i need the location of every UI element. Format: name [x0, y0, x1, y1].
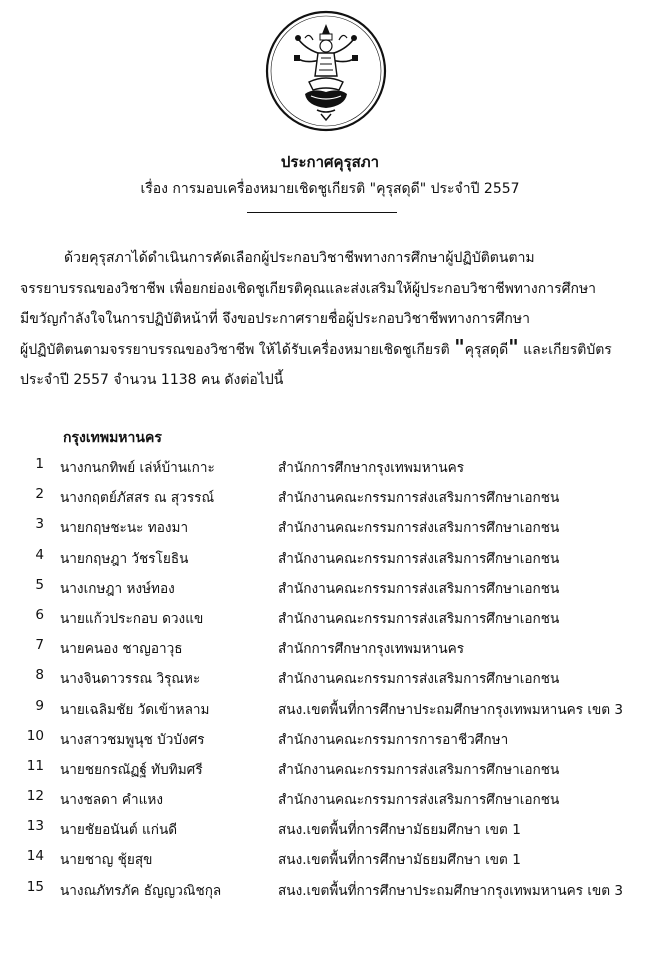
- item-number: 9: [35, 697, 44, 714]
- award-quote-open: ": [454, 334, 465, 359]
- title-divider: [247, 212, 397, 213]
- recipient-organization: สำนักงานคณะกรรมการส่งเสริมการศึกษาเอกชน: [278, 792, 560, 809]
- item-number: 8: [35, 667, 44, 684]
- recipient-name: นายกฤษชะนะ ทองมา: [60, 520, 189, 537]
- recipient-organization: สนง.เขตพื้นที่การศึกษามัธยมศึกษา เขต 1: [278, 822, 521, 839]
- item-number: 3: [35, 516, 44, 533]
- list-item: [0, 728, 660, 758]
- body-line: จรรยาบรรณของวิชาชีพ เพื่อยกย่องเชิดชูเกียรติคุณและส่งเสริมให้ผู้ประกอบวิชาชีพทางการศึกษา: [20, 280, 597, 297]
- list-item: [0, 667, 660, 697]
- item-number: 15: [26, 878, 44, 895]
- item-number: 14: [26, 848, 44, 865]
- recipient-organization: สนง.เขตพื้นที่การศึกษาประถมศึกษากรุงเทพมหานคร เขต 3: [278, 882, 624, 899]
- recipient-organization: สำนักงานคณะกรรมการส่งเสริมการศึกษาเอกชน: [278, 490, 560, 507]
- award-quote-close: ": [508, 334, 519, 359]
- item-number: 4: [35, 546, 44, 563]
- list-item: [0, 547, 660, 577]
- announcement-body: [20, 243, 640, 396]
- item-number: 12: [26, 788, 44, 805]
- recipient-name: นางจินดาวรรณ วิรุณหะ: [60, 671, 201, 688]
- recipient-organization: สำนักการศึกษากรุงเทพมหานคร: [278, 460, 465, 476]
- body-line: ประจำปี 2557 จำนวน 1138 คน ดังต่อไปนี้: [20, 372, 284, 388]
- recipient-name: นายชัยอนันต์ แก่นดี: [60, 822, 178, 839]
- recipient-name: นางสาวชมพูนุช บัวบังศร: [60, 731, 205, 748]
- section-heading-province: กรุงเทพมหานคร: [63, 430, 162, 446]
- list-item: [0, 607, 660, 637]
- recipient-organization: สำนักงานคณะกรรมการการอาชีวศึกษา: [278, 731, 509, 748]
- list-item: [0, 637, 660, 667]
- teachers-council-emblem: [265, 10, 387, 132]
- recipient-name: นายกฤษฎา วัชรโยธิน: [60, 550, 189, 567]
- recipient-organization: สำนักงานคณะกรรมการส่งเสริมการศึกษาเอกชน: [278, 580, 560, 597]
- recipient-organization: สนง.เขตพื้นที่การศึกษาประถมศึกษากรุงเทพมหานคร เขต 3: [278, 701, 624, 718]
- recipient-name: นายชยกรณัฏฐ์ ทับทิมศรี: [60, 761, 203, 778]
- list-item: [0, 577, 660, 607]
- body-line: [20, 335, 640, 366]
- list-item: [0, 758, 660, 788]
- recipient-name: นายแก้วประกอบ ดวงแข: [60, 610, 204, 627]
- announcement-subject: เรื่อง การมอบเครื่องหมายเชิดชูเกียรติ "คุรุสดุดี" ประจำปี 2557: [140, 181, 520, 197]
- recipient-name: นางกนกทิพย์ เล่ห์บ้านเกาะ: [60, 460, 215, 476]
- recipient-organization: สนง.เขตพื้นที่การศึกษามัธยมศึกษา เขต 1: [278, 852, 521, 869]
- recipient-organization: สำนักงานคณะกรรมการส่งเสริมการศึกษาเอกชน: [278, 671, 560, 688]
- recipient-name: นายชาญ ชุ้ยสุข: [60, 852, 153, 869]
- item-number: 7: [35, 637, 44, 654]
- recipient-organization: สำนักงานคณะกรรมการส่งเสริมการศึกษาเอกชน: [278, 550, 560, 567]
- recipient-name: นางชลดา คำแหง: [60, 792, 163, 809]
- list-item: [0, 879, 660, 909]
- recipient-organization: สำนักงานคณะกรรมการส่งเสริมการศึกษาเอกชน: [278, 761, 560, 778]
- list-item: [0, 848, 660, 878]
- body-line-text: และเกียรติบัตร: [518, 341, 612, 358]
- list-item: [0, 516, 660, 546]
- list-item: [0, 486, 660, 516]
- body-line: มีขวัญกำลังใจในการปฏิบัติหน้าที่ จึงขอประกาศรายชื่อผู้ประกอบวิชาชีพทางการศึกษา: [20, 311, 531, 327]
- item-number: 11: [26, 757, 44, 774]
- recipient-name: นายคนอง ชาญอาวุธ: [60, 641, 183, 658]
- item-number: 2: [35, 486, 44, 503]
- recipient-organization: สำนักงานคณะกรรมการส่งเสริมการศึกษาเอกชน: [278, 520, 560, 537]
- list-item: [0, 456, 660, 486]
- item-number: 5: [35, 576, 44, 593]
- item-number: 13: [26, 818, 44, 835]
- item-number: 1: [35, 456, 44, 472]
- award-name: คุรุสดุดี: [464, 341, 509, 358]
- body-line-text: ผู้ปฏิบัติตนตามจรรยาบรรณของวิชาชีพ ให้ได้รับเครื่องหมายเชิดชูเกียรติ: [20, 341, 455, 358]
- list-item: [0, 698, 660, 728]
- recipient-organization: สำนักการศึกษากรุงเทพมหานคร: [278, 641, 465, 658]
- recipient-name: นางเกษฎา หงษ์ทอง: [60, 580, 175, 597]
- item-number: 10: [26, 727, 44, 744]
- recipient-name: นางกฤตย์ภัสสร ณ สุวรรณ์: [60, 490, 215, 507]
- recipient-name: นายเฉลิมชัย วัดเข้าหลาม: [60, 701, 210, 718]
- list-item: [0, 788, 660, 818]
- recipient-name: นางณภัทรภัค ธัญญวณิชกุล: [60, 882, 222, 899]
- item-number: 6: [35, 606, 44, 623]
- recipient-organization: สำนักงานคณะกรรมการส่งเสริมการศึกษาเอกชน: [278, 610, 560, 627]
- recipient-list: [0, 456, 660, 909]
- body-line: ด้วยคุรุสภาได้ดำเนินการคัดเลือกผู้ประกอบวิชาชีพทางการศึกษาผู้ปฏิบัติตนตาม: [64, 250, 535, 266]
- page-title: ประกาศคุรุสภา: [280, 153, 380, 171]
- list-item: [0, 818, 660, 848]
